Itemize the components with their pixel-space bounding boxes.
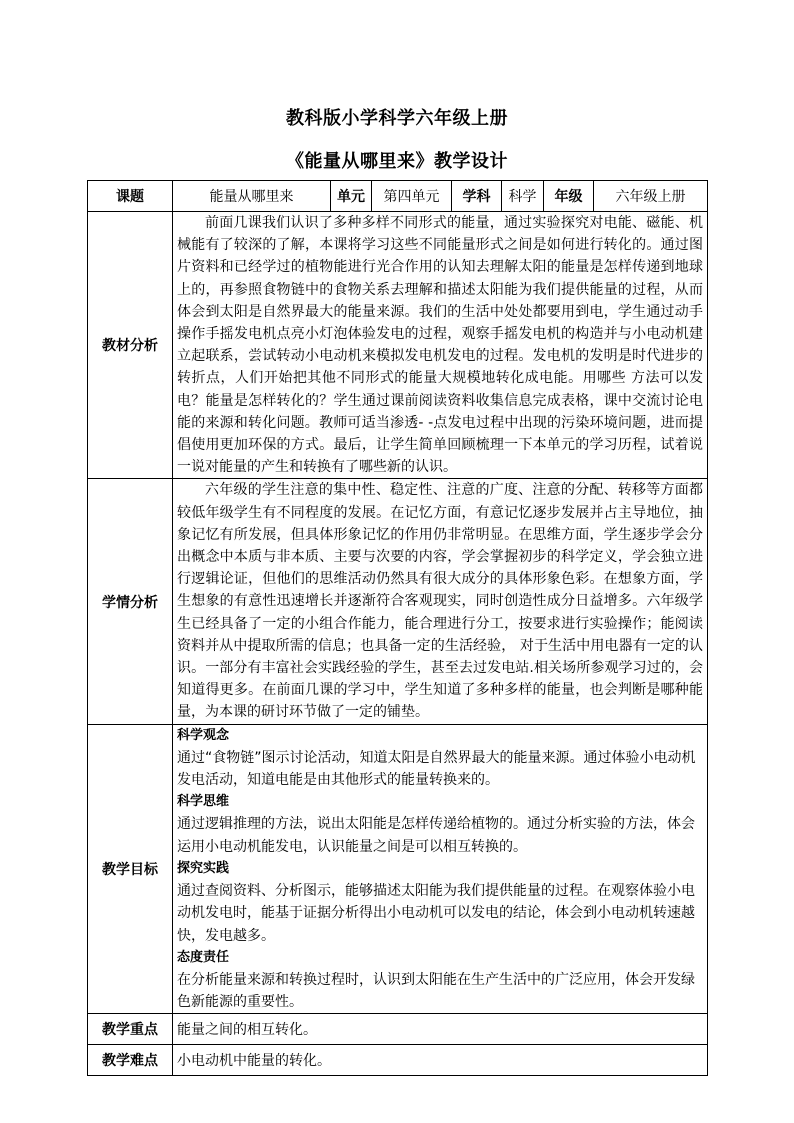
key-point-label: 教学重点 <box>88 1014 173 1045</box>
student-analysis-row <box>88 479 708 724</box>
goal-heading-attitude: 态度责任 <box>177 949 230 965</box>
difficulty-row <box>88 1045 708 1076</box>
grade-label: 年级 <box>544 181 594 212</box>
subject-value: 科学 <box>502 181 544 212</box>
key-point-row <box>88 1014 708 1045</box>
goal-text-science-thinking: 通过逻辑推理的方法，说出太阳能是怎样传递给植物的。通过分析实验的方法，体会运用小电动机能发电，认识能量之间是可以相互转换的。 <box>177 816 695 855</box>
teaching-goals-content <box>173 724 708 1014</box>
goal-text-inquiry-practice: 通过查阅资料、分析图示，能够描述太阳能为我们提供能量的过程。在观察体验小电动机发电时，能基于证据分析得出小电动机可以发电的结论，体会到小电动机转速越快，发电越多。 <box>177 883 695 944</box>
goal-heading-science-thinking: 科学思维 <box>177 794 230 810</box>
goal-heading-science-concept: 科学观念 <box>177 727 230 743</box>
document-subtitle: 《能量从哪里来》教学设计 <box>286 151 508 172</box>
goal-heading-inquiry-practice: 探究实践 <box>177 860 230 876</box>
document-title: 教科版小学科学六年级上册 <box>286 108 508 129</box>
difficulty-text: 小电动机中能量的转化。 <box>173 1045 708 1076</box>
subject-label: 学科 <box>452 181 502 212</box>
student-analysis-label: 学情分析 <box>88 479 173 724</box>
material-analysis-label: 教材分析 <box>88 212 173 479</box>
topic-value: 能量从哪里来 <box>173 181 331 212</box>
goal-text-attitude: 在分析能量来源和转换过程时，认识到太阳能在生产生活中的广泛应用，体会开发绿色新能源的重要性。 <box>177 971 695 1011</box>
material-analysis-row <box>88 212 708 479</box>
goal-text-science-concept: 通过“食物链”图示讨论活动，知道太阳是自然界最大的能量来源。通过体验小电动机发电活动，知道电能是由其他形式的能量转换来的。 <box>177 749 696 789</box>
header-row <box>88 181 708 212</box>
material-analysis-text: 前面几课我们认识了多种多样不同形式的能量，通过实验探究对电能、磁能、机械能有了较深的了解，本课将学习这些不同能量形式之间是如何进行转化的。通过图片资料和已经学过的植物能进行光合作用的认知去理解太阳的能量是怎样传递到地球上的，再参照食物链中的食物关系去理解和描述太阳能为我们提供能量的过程，从而体会到太阳是自然界最大的能量来源。我们的生活中处处都要用到电，学生通过动手操作手摇发电机点亮小灯泡体验发电的过程，观察手摇发电机的构造并与小电动机建立起联系，尝试转动小电动机来模拟发电机发电的过程。发电机的发明是时代进步的转折点，人们开始把其他不同形式的能量大规模地转化成电能。用哪些 方法可以发电？能量是怎样转化的？学生通过课前阅读资料收集信息完成表格，课中交流讨论电能的来源和转化问题。教师可适当渗透- -点发电过程中出现的污染环境问题，进而提倡使用更加环保的方式。最后，让学生简单回顾梳理一下本单元的学习历程，试着说一说对能量的产生和转换有了哪些新的认识。 <box>173 212 708 479</box>
key-point-text: 能量之间的相互转化。 <box>173 1014 708 1045</box>
grade-value: 六年级上册 <box>594 181 708 212</box>
teaching-goals-row <box>88 724 708 1014</box>
teaching-goals-label: 教学目标 <box>88 724 173 1014</box>
student-analysis-text: 六年级的学生注意的集中性、稳定性、注意的广度、注意的分配、转移等方面都较低年级学生有不同程度的发展。在记忆方面，有意记忆逐步发展并占主导地位，抽象记忆有所发展，但具体形象记忆的作用仍非常明显。在思维方面，学生逐步学会分出概念中本质与非本质、主要与次要的内容，学会掌握初步的科学定义，学会独立进行逻辑论证，但他们的思维活动仍然具有很大成分的具体形象色彩。在想象方面，学生想象的有意性迅速增长并逐渐符合客观现实，同时创造性成分日益增多。六年级学生已经具备了一定的小组合作能力，能合理进行分工，按要求进行实验操作；能阅读资料并从中提取所需的信息；也具备一定的生活经验， 对于生活中用电器有一定的认识。一部分有丰富社会实践经验的学生，甚至去过发电站.相关场所参观学习过的，会知道得更多。在前面几课的学习中，学生知道了多种多样的能量，也会判断是哪种能量，为本课的研讨环节做了一定的铺垫。 <box>173 479 708 724</box>
unit-value: 第四单元 <box>372 181 452 212</box>
topic-label: 课题 <box>88 181 173 212</box>
difficulty-label: 教学难点 <box>88 1045 173 1076</box>
unit-label: 单元 <box>331 181 372 212</box>
lesson-plan-table <box>87 180 708 1076</box>
